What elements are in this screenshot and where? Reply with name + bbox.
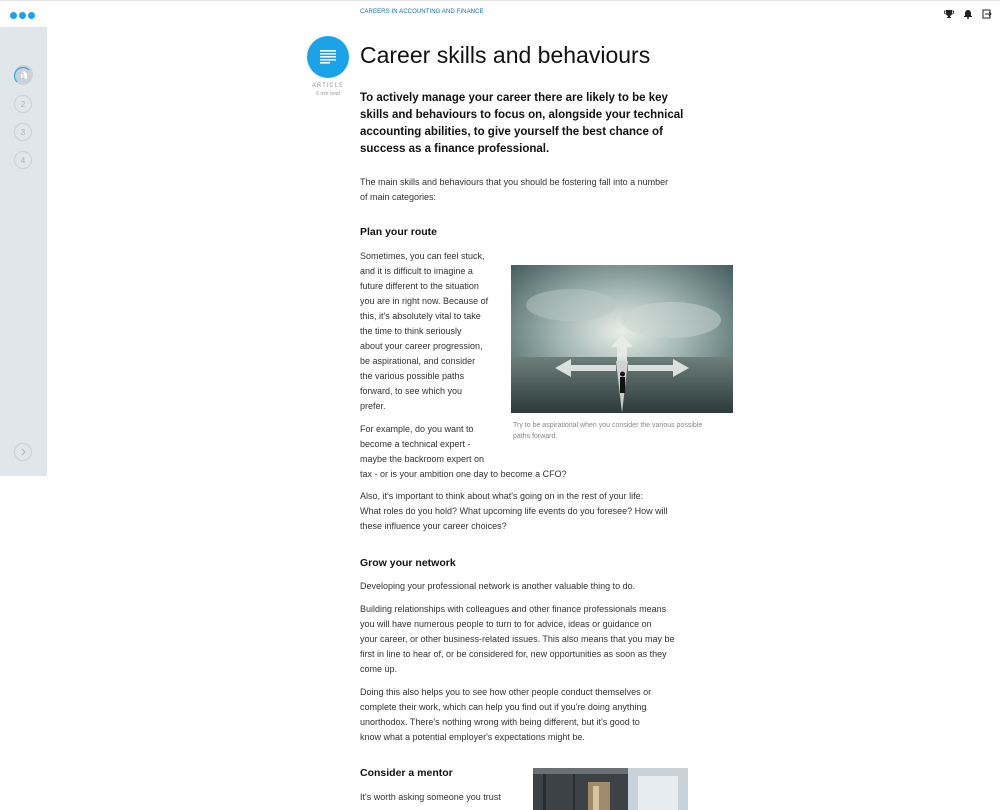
chevron-right-icon [19, 448, 27, 456]
network-paragraph-1: Developing your professional network is another valuable thing to do. [360, 581, 636, 591]
network-paragraph-2 [360, 602, 675, 677]
text-line: this, it's absolutely vital to take [360, 311, 481, 321]
section-heading: Consider a mentor [360, 767, 453, 779]
text-line: these influence your career choices? [360, 521, 507, 531]
text-line: unorthodox. There's nothing wrong with being different, but it's good to [360, 717, 640, 727]
step-2-button[interactable] [14, 95, 32, 113]
caption-line: Try to be aspirational when you consider the various possible [513, 422, 703, 429]
crossroads-image [511, 265, 733, 413]
text-line: know what a potential employer's expectations might be. [360, 732, 585, 742]
section-heading: Grow your network [360, 557, 456, 569]
text-line: future different to the situation [360, 281, 479, 291]
office-image [533, 768, 688, 810]
text-line: The main skills and behaviours that you should be fostering fall into a number [360, 177, 669, 187]
text-line: Sometimes, you can feel stuck, [360, 251, 485, 261]
lead-paragraph: To actively manage your career there are likely to be key skills and behaviours to focus on, alongside your technical accounting abilities, to give yourself the best chance of success as a finance professional. [360, 92, 684, 155]
route-paragraph-2 [360, 422, 567, 482]
text-line: Doing this also helps you to see how other people conduct themselves or [360, 687, 652, 697]
route-paragraph-1 [360, 249, 488, 414]
step-label: 4 [20, 155, 26, 165]
text-line: come up. [360, 664, 398, 674]
content-type-label: ARTICLE [311, 83, 345, 89]
text-line: first in line to hear of, or be considered for, new opportunities as soon as they [360, 649, 667, 659]
text-line: maybe the backroom expert on [360, 454, 485, 464]
page-title: Career skills and behaviours [360, 42, 651, 68]
breadcrumb[interactable]: CAREERS IN ACCOUNTING AND FINANCE [360, 9, 484, 15]
next-button[interactable] [14, 443, 32, 461]
text-line: about your career progression, [360, 341, 483, 351]
text-line: the various possible paths [360, 371, 465, 381]
step-4-button[interactable] [14, 151, 32, 169]
top-divider [0, 0, 1000, 1]
text-line: prefer. [360, 401, 386, 411]
text-line: you are in right now. Because of [360, 296, 489, 306]
app-logo[interactable] [10, 12, 35, 19]
article-badge [307, 36, 349, 78]
text-line: complete their work, which can help you find out if you're doing anything [360, 702, 647, 712]
route-paragraph-3 [360, 489, 668, 534]
text-line: tax - or is your ambition one day to become a CFO? [360, 469, 567, 479]
intro-paragraph [360, 175, 668, 205]
caption-line: paths forward. [513, 433, 558, 440]
text-line: the time to think seriously [360, 326, 462, 336]
text-line: and it is difficult to imagine a [360, 266, 473, 276]
header-actions [943, 8, 992, 19]
mentor-paragraph-1: It's worth asking someone you trust [360, 792, 501, 802]
exit-icon[interactable] [981, 8, 992, 19]
step-label: 3 [20, 127, 26, 137]
text-line: What roles do you hold? What upcoming life events do you foresee? How will [360, 506, 668, 516]
trophy-icon[interactable] [943, 8, 954, 19]
text-line: forward, to see which you [360, 386, 463, 396]
text-line: be aspirational, and consider [360, 356, 476, 366]
network-paragraph-3 [360, 685, 651, 745]
text-line: Also, it's important to think about what's going on in the rest of your life: [360, 491, 644, 501]
text-line: of main categories: [360, 192, 437, 202]
section-heading: Plan your route [360, 226, 438, 238]
text-line: your career, or other business-related issues. This also means that you may be [360, 634, 675, 644]
step-3-button[interactable] [14, 123, 32, 141]
sidebar [0, 27, 47, 476]
text-line: Building relationships with colleagues and other finance professionals means [360, 604, 667, 614]
bell-icon[interactable] [962, 8, 973, 19]
step-label: 1 [20, 71, 26, 81]
read-time-label: 6 min read [316, 91, 340, 97]
step-1-button[interactable] [14, 67, 32, 85]
step-label: 2 [20, 99, 26, 109]
text-line: become a technical expert - [360, 439, 471, 449]
text-line: For example, do you want to [360, 424, 474, 434]
text-line: you will have numerous people to turn to for advice, ideas or guidance on [360, 619, 652, 629]
document-lines-icon [320, 50, 336, 64]
